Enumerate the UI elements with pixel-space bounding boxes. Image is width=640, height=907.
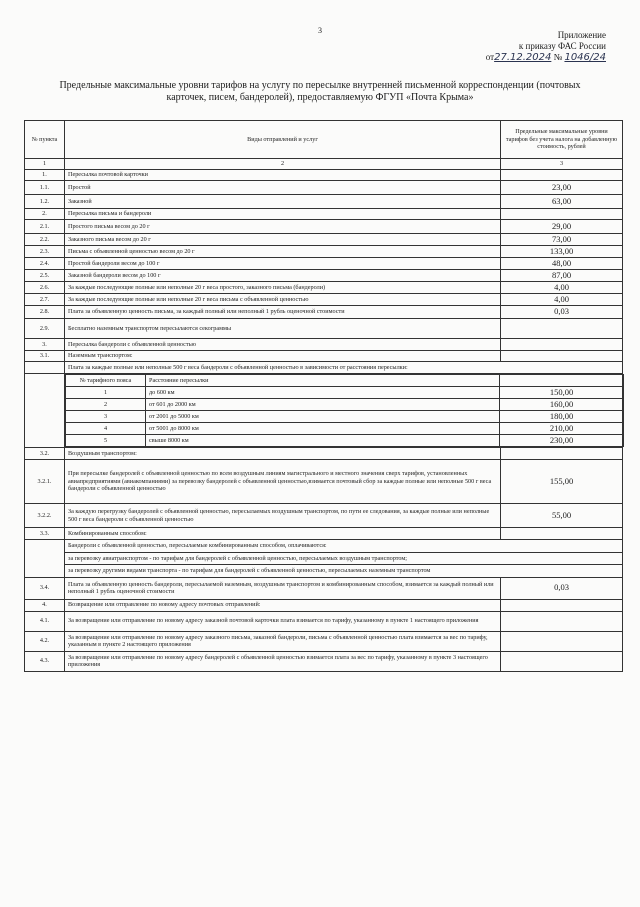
item-price: 48,00 — [501, 258, 623, 270]
distance-header: Расстояние пересылки — [146, 375, 500, 387]
combined-line-2: за перевозку авиатранспортом - по тарифам для бандеролей с объявленной ценностью, пересылаемых воздушным транспортом; — [65, 553, 622, 566]
zone-price: 160,00 — [500, 399, 624, 411]
item-number: 1.2. — [25, 195, 65, 209]
table-row — [25, 282, 623, 294]
zone-distance: от 2001 до 5000 км — [146, 411, 500, 423]
zone-row — [66, 399, 624, 411]
item-number: 3. — [25, 339, 65, 351]
item-description: За каждые последующие полные или неполные 20 г веса письма с объявленной ценностью — [65, 294, 501, 306]
table-row — [25, 460, 623, 504]
item-description: Воздушным транспортом: — [65, 448, 501, 460]
zone-distance: от 5001 до 8000 км — [146, 423, 500, 435]
item-number: 3.2.2. — [25, 504, 65, 528]
item-number: 4.1. — [25, 611, 65, 631]
item-price: 55,00 — [501, 504, 623, 528]
zone-distance: свыше 8000 км — [146, 435, 500, 447]
table-row — [25, 611, 623, 631]
zone-price: 230,00 — [500, 435, 624, 447]
combined-line-3: за перевозку другими видами транспорта - по тарифам для бандеролей с объявленной ценностью, пересылаемых наземным транспортом — [68, 567, 431, 575]
item-description: За каждые последующие полные или неполные 20 г веса простого, заказного письма (бандероли) — [65, 282, 501, 294]
item-number: 2.6. — [25, 282, 65, 294]
item-number: 3.1. — [25, 351, 65, 362]
item-number: 1.1. — [25, 181, 65, 195]
table-row — [25, 246, 623, 258]
zone-number: 5 — [66, 435, 146, 447]
item-number: 2.3. — [25, 246, 65, 258]
item-description: Комбинированным способом: — [65, 528, 501, 540]
item-number: 2. — [25, 209, 65, 220]
item-number: 4.3. — [25, 651, 65, 671]
item-price: 133,00 — [501, 246, 623, 258]
item-description: Возвращение или отправление по новому адресу почтовых отправлений: — [65, 599, 501, 611]
header-col-services: Виды отправлений и услуг — [65, 121, 501, 159]
item-price — [501, 209, 623, 220]
item-description: Заказного письма весом до 20 г — [65, 234, 501, 246]
item-price — [501, 170, 623, 181]
item-price — [501, 528, 623, 540]
zone-distance: от 601 до 2000 км — [146, 399, 500, 411]
table-row — [25, 528, 623, 540]
combined-line-1: Бандероли с объявленной ценностью, пересылаемые комбинированным способом, оплачиваются: — [65, 540, 622, 553]
table-row — [25, 339, 623, 351]
appendix-order: к приказу ФАС России — [518, 41, 606, 51]
item-number: 2.2. — [25, 234, 65, 246]
item-price: 23,00 — [501, 181, 623, 195]
item-description: За каждую перегрузку бандеролей с объявленной ценностью, пересылаемых воздушным транспортом, по пути ее следования, за каждые полные или неполные 500 г веса бандероли с объявленной ценностью — [65, 504, 501, 528]
item-number: 1. — [25, 170, 65, 181]
item-description: Плата за объявленную ценность бандероли, пересылаемой наземным, воздушным транспортом и комбинированным способом, взимается за каждый полный или неполный 1 рубль оценочной стоимости — [65, 577, 501, 599]
item-price: 0,03 — [501, 306, 623, 319]
zone-row — [66, 411, 624, 423]
item-description: Письма с объявленной ценностью весом до 20 г — [65, 246, 501, 258]
zone-number: 1 — [66, 387, 146, 399]
table-row — [25, 504, 623, 528]
table-row — [25, 294, 623, 306]
item-number: 4.2. — [25, 631, 65, 651]
item-number: 2.8. — [25, 306, 65, 319]
zone-distance: до 600 км — [146, 387, 500, 399]
item-price: 63,00 — [501, 195, 623, 209]
item-description: Простой — [65, 181, 501, 195]
item-number: 2.7. — [25, 294, 65, 306]
tariff-table — [24, 120, 623, 672]
item-description: Пересылка почтовой карточки — [65, 170, 501, 181]
table-row — [25, 599, 623, 611]
page-number: 3 — [318, 26, 322, 35]
item-price — [501, 651, 623, 671]
item-description: Бесплатно наземным транспортом пересылаются секограммы — [65, 319, 501, 339]
item-description: За возвращение или отправление по новому адресу бандеролей с объявленной ценностью взимается плата за вес по тарифу, указанному в пункте 3 настоящего приложения — [65, 651, 501, 671]
item-number: 3.2.1. — [25, 460, 65, 504]
distance-intro-row — [25, 362, 623, 374]
item-price — [501, 611, 623, 631]
zone-number: 2 — [66, 399, 146, 411]
distance-intro: Плата за каждые полные или неполные 500 г веса бандероли с объявленной ценностью в зависимости от расстояния пересылки: — [65, 362, 623, 374]
appendix-title: Приложение — [557, 30, 606, 40]
item-description: Наземным транспортом: — [65, 351, 501, 362]
order-number: 1046/24 — [564, 52, 606, 63]
item-price: 87,00 — [501, 270, 623, 282]
zone-number: 4 — [66, 423, 146, 435]
header-numbering: 1 2 3 — [25, 159, 623, 170]
zone-price: 210,00 — [500, 423, 624, 435]
item-description: При пересылке бандеролей с объявленной ценностью по всем воздушным линиям магистрального и местного значения сверх тарифов, установленных авиапредприятиями (авиакомпаниями) за перевозку бандеролей с объявленной ценностью,взимается почтовый сбор за каждые полные или неполные 500 г веса бандероли с объявленной ценностью — [65, 460, 501, 504]
item-number: 3.4. — [25, 577, 65, 599]
table-row — [25, 577, 623, 599]
table-row — [25, 319, 623, 339]
item-number: 2.4. — [25, 258, 65, 270]
item-description: Пересылка бандероли с объявленной ценностью — [65, 339, 501, 351]
item-price — [501, 448, 623, 460]
item-number: 3.2. — [25, 448, 65, 460]
item-price: 155,00 — [501, 460, 623, 504]
zone-row — [66, 435, 624, 447]
item-price: 73,00 — [501, 234, 623, 246]
zone-number: 3 — [66, 411, 146, 423]
document-title: Предельные максимальные уровни тарифов на услугу по пересылке внутренней письменной корреспонденции (почтовых карточек, писем, бандеролей), предоставляемую ФГУП «Почта Крыма» — [59, 80, 581, 103]
table-row — [25, 234, 623, 246]
item-number: 2.1. — [25, 220, 65, 234]
item-price: 4,00 — [501, 294, 623, 306]
table-row — [25, 181, 623, 195]
header-col-tariff: Предельные максимальные уровни тарифов без учета налога на добавленную стоимость, рублей — [501, 121, 623, 159]
zone-row — [66, 423, 624, 435]
zone-price: 180,00 — [500, 411, 624, 423]
table-row — [25, 270, 623, 282]
item-description: Простого письма весом до 20 г — [65, 220, 501, 234]
table-header — [25, 121, 623, 159]
item-number: 2.5. — [25, 270, 65, 282]
item-description: Простой бандероли весом до 100 г — [65, 258, 501, 270]
table-row — [25, 351, 623, 362]
item-price — [501, 319, 623, 339]
item-description: Заказной бандероли весом до 100 г — [65, 270, 501, 282]
item-price — [501, 631, 623, 651]
item-price: 0,03 — [501, 577, 623, 599]
order-date: 27.12.2024 — [494, 52, 552, 63]
table-row — [25, 306, 623, 319]
table-row — [25, 631, 623, 651]
item-price — [501, 351, 623, 362]
item-price — [501, 599, 623, 611]
item-price: 29,00 — [501, 220, 623, 234]
zone-row — [66, 387, 624, 399]
item-price — [501, 339, 623, 351]
item-number: 4. — [25, 599, 65, 611]
table-row — [25, 195, 623, 209]
item-description: За возвращение или отправление по новому адресу заказного письма, заказной бандероли, письма с объявленной ценностью плата взимается за вес по тарифу, указанным в пункте 2 настоящего приложения — [65, 631, 501, 651]
item-number: 2.9. — [25, 319, 65, 339]
item-description: Заказной — [65, 195, 501, 209]
item-description: Пересылка письма и бандероли — [65, 209, 501, 220]
zone-price: 150,00 — [500, 387, 624, 399]
item-description: За возвращение или отправление по новому адресу заказной почтовой карточки плата взимается по тарифу, указанному в пункте 1 настоящего приложения — [65, 611, 501, 631]
table-row — [25, 209, 623, 220]
item-description: Плата за объявленную ценность письма, за каждый полный или неполный 1 рубль оценочной стоимости — [65, 306, 501, 319]
table-row — [25, 448, 623, 460]
distance-table-row — [25, 374, 623, 448]
distance-table — [65, 374, 624, 447]
table-row — [25, 170, 623, 181]
zone-header: № тарифного пояса — [66, 375, 146, 387]
item-price: 4,00 — [501, 282, 623, 294]
order-date-number: от27.12.2024 № 1046/24 — [485, 52, 606, 63]
table-row — [25, 220, 623, 234]
table-row — [25, 258, 623, 270]
appendix-header — [486, 30, 606, 63]
item-number: 3.3. — [25, 528, 65, 540]
combined-row — [25, 540, 623, 578]
table-row — [25, 651, 623, 671]
header-col-number: № пункта — [25, 121, 65, 159]
